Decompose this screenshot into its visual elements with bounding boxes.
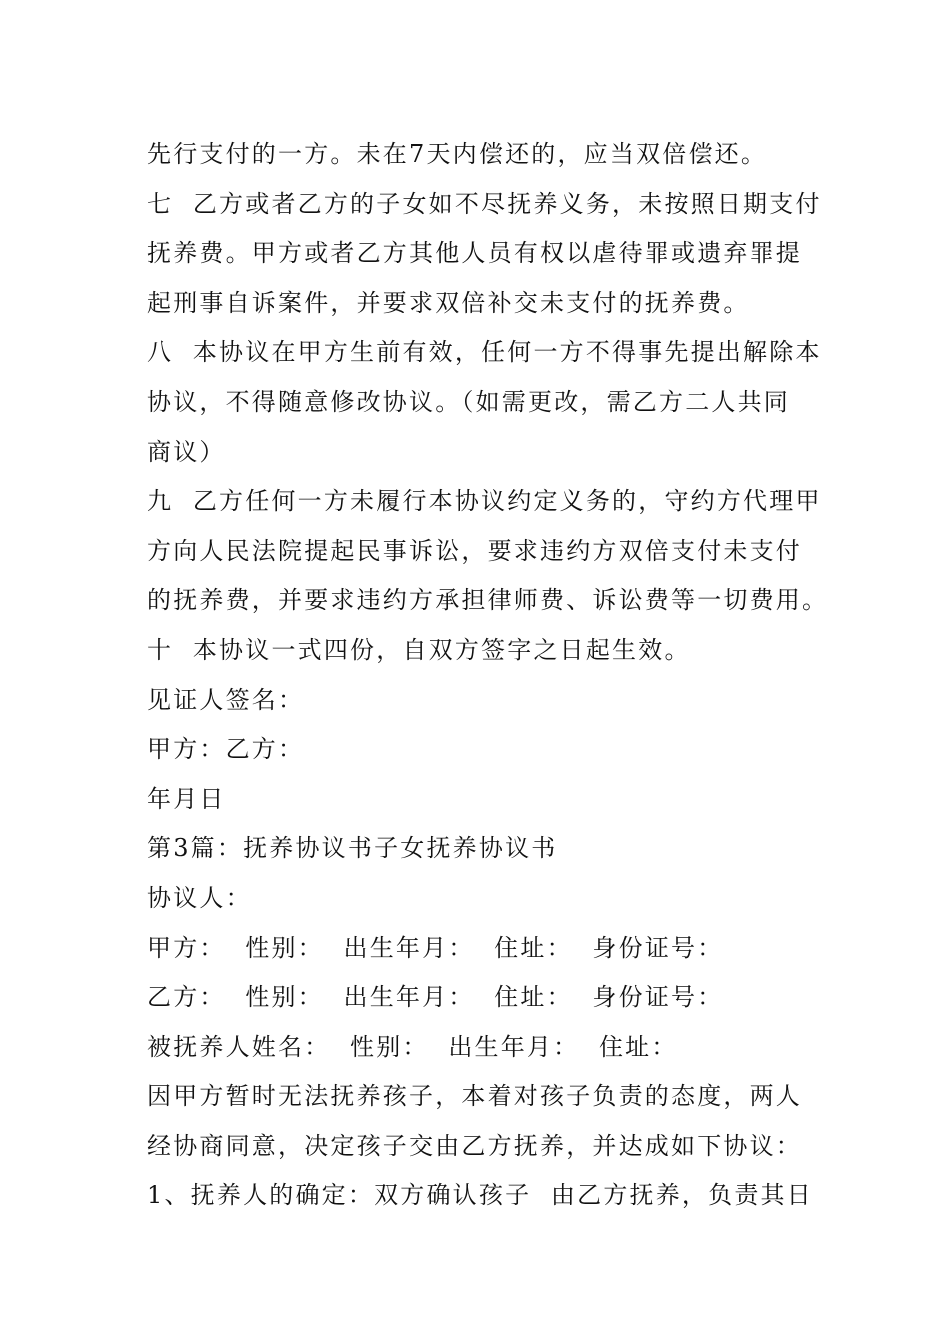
document-body — [147, 130, 829, 1221]
text-line: 抚养费。甲方或者乙方其他人员有权以虐待罪或遗弃罪提 — [147, 239, 802, 268]
text-line: 因甲方暂时无法抚养孩子，本着对孩子负责的态度，两人 — [147, 1082, 802, 1111]
text-line: 先行支付的一方。未在7天内偿还的，应当双倍偿还。 — [147, 140, 768, 168]
section-heading: 第3篇：抚养协议书子女抚养协议书 — [147, 834, 558, 863]
text-line: 甲方：乙方： — [147, 735, 305, 764]
text-line: 甲方： 性别： 出生年月： 住址： 身份证号： — [147, 933, 724, 962]
text-line: 被抚养人姓名： 性别： 出生年月： 住址： — [147, 1032, 678, 1061]
text-line: 商议） — [147, 437, 226, 466]
text-line: 见证人签名： — [147, 685, 305, 714]
text-line: 八 本协议在甲方生前有效，任何一方不得事先提出解除本 — [147, 338, 822, 367]
text-line: 协议，不得随意修改协议。（如需更改，需乙方二人共同 — [147, 387, 790, 416]
text-line: 年月日 — [147, 784, 226, 813]
text-line: 起刑事自诉案件，并要求双倍补交未支付的抚养费。 — [147, 288, 750, 317]
text-line: 1、抚养人的确定：双方确认孩子 由乙方抚养，负责其日 — [147, 1181, 813, 1210]
text-line: 经协商同意，决定孩子交由乙方抚养，并达成如下协议： — [147, 1131, 802, 1160]
text-line: 方向人民法院提起民事诉讼，要求违约方双倍支付未支付 — [147, 536, 802, 565]
text-line: 的抚养费，并要求违约方承担律师费、诉讼费等一切费用。 — [147, 586, 829, 615]
text-line: 乙方： 性别： 出生年月： 住址： 身份证号： — [147, 983, 724, 1012]
text-line: 十 本协议一式四份，自双方签字之日起生效。 — [147, 635, 691, 664]
text-line: 协议人： — [147, 883, 252, 912]
text-line: 七 乙方或者乙方的子女如不尽抚养义务，未按照日期支付 — [147, 189, 822, 218]
text-line: 九 乙方任何一方未履行本协议约定义务的，守约方代理甲 — [147, 487, 822, 516]
